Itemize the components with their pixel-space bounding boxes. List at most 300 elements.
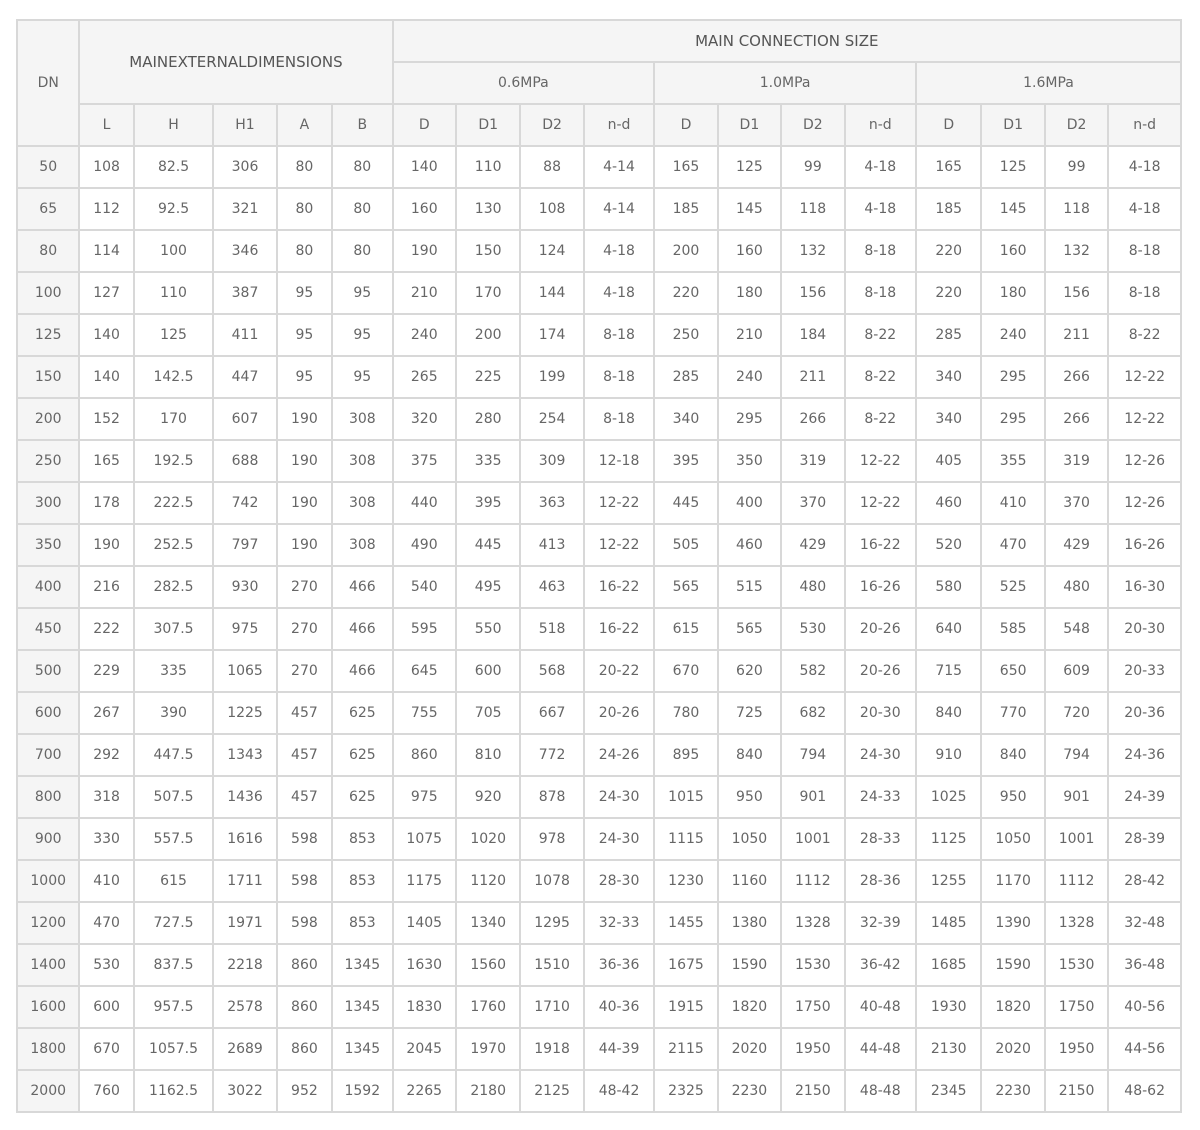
table-cell: 24-26: [584, 734, 654, 776]
table-cell: 1025: [916, 776, 981, 818]
table-cell: 306: [213, 146, 276, 188]
table-cell: 32-39: [845, 902, 916, 944]
table-cell: 440: [393, 482, 456, 524]
table-cell: 88: [520, 146, 583, 188]
table-cell: 95: [277, 314, 332, 356]
dn-cell: 125: [17, 314, 79, 356]
table-cell: 901: [781, 776, 844, 818]
table-cell: 1592: [332, 1070, 392, 1112]
dimensions-table-container: [16, 19, 1182, 1113]
table-cell: 565: [718, 608, 781, 650]
table-cell: 28-33: [845, 818, 916, 860]
table-cell: 742: [213, 482, 276, 524]
column-header-a: A: [277, 104, 332, 146]
table-cell: 370: [1045, 482, 1108, 524]
table-cell: 145: [718, 188, 781, 230]
table-row: [17, 398, 1181, 440]
table-cell: 125: [981, 146, 1044, 188]
table-cell: 118: [781, 188, 844, 230]
table-cell: 118: [1045, 188, 1108, 230]
table-cell: 355: [981, 440, 1044, 482]
table-cell: 99: [1045, 146, 1108, 188]
table-row: [17, 1070, 1181, 1112]
table-cell: 598: [277, 818, 332, 860]
table-cell: 80: [277, 146, 332, 188]
table-cell: 447: [213, 356, 276, 398]
table-cell: 1065: [213, 650, 276, 692]
table-cell: 1675: [654, 944, 717, 986]
table-cell: 670: [79, 1028, 133, 1070]
table-cell: 340: [654, 398, 717, 440]
table-cell: 12-22: [845, 482, 916, 524]
table-cell: 292: [79, 734, 133, 776]
table-cell: 110: [134, 272, 214, 314]
dn-cell: 80: [17, 230, 79, 272]
table-cell: 8-18: [584, 314, 654, 356]
table-cell: 20-30: [845, 692, 916, 734]
column-header-p10-d: D: [654, 104, 717, 146]
table-cell: 770: [981, 692, 1044, 734]
table-row: [17, 272, 1181, 314]
table-cell: 12-22: [584, 524, 654, 566]
table-cell: 44-56: [1108, 1028, 1181, 1070]
table-cell: 568: [520, 650, 583, 692]
header-row-1: [17, 20, 1181, 62]
table-row: [17, 230, 1181, 272]
table-cell: 530: [79, 944, 133, 986]
table-cell: 24-36: [1108, 734, 1181, 776]
table-cell: 285: [916, 314, 981, 356]
table-cell: 36-48: [1108, 944, 1181, 986]
table-cell: 152: [79, 398, 133, 440]
table-cell: 346: [213, 230, 276, 272]
table-cell: 688: [213, 440, 276, 482]
table-cell: 8-22: [1108, 314, 1181, 356]
table-cell: 8-18: [584, 398, 654, 440]
table-cell: 92.5: [134, 188, 214, 230]
table-cell: 1830: [393, 986, 456, 1028]
table-cell: 1345: [332, 986, 392, 1028]
table-cell: 727.5: [134, 902, 214, 944]
table-cell: 952: [277, 1070, 332, 1112]
main-connection-size-header: MAIN CONNECTION SIZE: [393, 20, 1181, 62]
table-row: [17, 944, 1181, 986]
table-cell: 190: [277, 398, 332, 440]
table-cell: 95: [332, 314, 392, 356]
table-cell: 24-33: [845, 776, 916, 818]
table-cell: 518: [520, 608, 583, 650]
table-cell: 185: [916, 188, 981, 230]
table-cell: 270: [277, 608, 332, 650]
table-cell: 1078: [520, 860, 583, 902]
table-cell: 20-33: [1108, 650, 1181, 692]
table-cell: 114: [79, 230, 133, 272]
table-cell: 1616: [213, 818, 276, 860]
table-cell: 340: [916, 398, 981, 440]
table-cell: 40-36: [584, 986, 654, 1028]
table-cell: 480: [1045, 566, 1108, 608]
table-cell: 794: [781, 734, 844, 776]
table-cell: 507.5: [134, 776, 214, 818]
table-cell: 12-22: [1108, 398, 1181, 440]
column-header-p10-n-d: n-d: [845, 104, 916, 146]
table-cell: 457: [277, 692, 332, 734]
table-cell: 12-26: [1108, 440, 1181, 482]
table-cell: 1971: [213, 902, 276, 944]
table-cell: 910: [916, 734, 981, 776]
table-cell: 550: [456, 608, 520, 650]
table-cell: 1340: [456, 902, 520, 944]
table-cell: 445: [456, 524, 520, 566]
table-cell: 1710: [520, 986, 583, 1028]
table-cell: 1918: [520, 1028, 583, 1070]
table-cell: 853: [332, 860, 392, 902]
table-row: [17, 314, 1181, 356]
table-cell: 20-26: [845, 608, 916, 650]
table-cell: 190: [277, 524, 332, 566]
table-cell: 309: [520, 440, 583, 482]
table-cell: 447.5: [134, 734, 214, 776]
table-cell: 95: [332, 272, 392, 314]
table-cell: 1711: [213, 860, 276, 902]
table-cell: 130: [456, 188, 520, 230]
table-cell: 240: [393, 314, 456, 356]
header-row-3: [17, 104, 1181, 146]
table-cell: 1590: [718, 944, 781, 986]
table-cell: 308: [332, 482, 392, 524]
table-cell: 184: [781, 314, 844, 356]
table-header: [17, 20, 1181, 146]
table-cell: 4-18: [584, 272, 654, 314]
table-cell: 222: [79, 608, 133, 650]
table-cell: 557.5: [134, 818, 214, 860]
table-cell: 3022: [213, 1070, 276, 1112]
table-cell: 125: [718, 146, 781, 188]
column-header-p06-n-d: n-d: [584, 104, 654, 146]
table-cell: 1380: [718, 902, 781, 944]
column-header-l: L: [79, 104, 133, 146]
table-row: [17, 482, 1181, 524]
table-cell: 1175: [393, 860, 456, 902]
table-cell: 2130: [916, 1028, 981, 1070]
table-cell: 156: [781, 272, 844, 314]
table-cell: 190: [393, 230, 456, 272]
table-cell: 607: [213, 398, 276, 440]
table-cell: 463: [520, 566, 583, 608]
table-cell: 1050: [718, 818, 781, 860]
table-cell: 725: [718, 692, 781, 734]
table-cell: 308: [332, 524, 392, 566]
table-cell: 515: [718, 566, 781, 608]
table-row: [17, 650, 1181, 692]
table-cell: 1950: [781, 1028, 844, 1070]
table-cell: 307.5: [134, 608, 214, 650]
table-cell: 20-22: [584, 650, 654, 692]
table-cell: 2180: [456, 1070, 520, 1112]
table-cell: 600: [79, 986, 133, 1028]
table-cell: 180: [981, 272, 1044, 314]
table-cell: 4-18: [1108, 146, 1181, 188]
table-cell: 165: [916, 146, 981, 188]
table-cell: 1125: [916, 818, 981, 860]
table-cell: 1230: [654, 860, 717, 902]
table-cell: 266: [1045, 356, 1108, 398]
table-cell: 95: [332, 356, 392, 398]
table-cell: 80: [277, 230, 332, 272]
table-cell: 4-14: [584, 188, 654, 230]
table-cell: 24-39: [1108, 776, 1181, 818]
table-cell: 582: [781, 650, 844, 692]
table-cell: 2218: [213, 944, 276, 986]
table-cell: 460: [718, 524, 781, 566]
table-cell: 24-30: [845, 734, 916, 776]
table-cell: 620: [718, 650, 781, 692]
table-cell: 530: [781, 608, 844, 650]
table-cell: 140: [79, 356, 133, 398]
table-cell: 625: [332, 776, 392, 818]
table-cell: 266: [781, 398, 844, 440]
table-cell: 1750: [1045, 986, 1108, 1028]
table-cell: 108: [520, 188, 583, 230]
table-cell: 240: [718, 356, 781, 398]
table-cell: 1820: [718, 986, 781, 1028]
table-row: [17, 188, 1181, 230]
table-cell: 36-36: [584, 944, 654, 986]
table-cell: 2125: [520, 1070, 583, 1112]
column-header-h: H: [134, 104, 214, 146]
dn-cell: 300: [17, 482, 79, 524]
table-cell: 16-22: [845, 524, 916, 566]
table-cell: 165: [79, 440, 133, 482]
table-cell: 82.5: [134, 146, 214, 188]
table-cell: 705: [456, 692, 520, 734]
column-header-p16-d1: D1: [981, 104, 1044, 146]
dn-header: DN: [17, 20, 79, 146]
table-cell: 1112: [781, 860, 844, 902]
table-cell: 140: [393, 146, 456, 188]
table-cell: 375: [393, 440, 456, 482]
table-cell: 20-30: [1108, 608, 1181, 650]
table-cell: 200: [456, 314, 520, 356]
table-cell: 32-48: [1108, 902, 1181, 944]
table-cell: 445: [654, 482, 717, 524]
table-cell: 4-18: [845, 146, 916, 188]
table-cell: 211: [781, 356, 844, 398]
table-cell: 878: [520, 776, 583, 818]
table-cell: 2230: [718, 1070, 781, 1112]
table-cell: 1950: [1045, 1028, 1108, 1070]
dn-cell: 2000: [17, 1070, 79, 1112]
dn-cell: 500: [17, 650, 79, 692]
table-cell: 667: [520, 692, 583, 734]
table-cell: 127: [79, 272, 133, 314]
table-cell: 170: [456, 272, 520, 314]
table-cell: 132: [781, 230, 844, 272]
table-cell: 600: [456, 650, 520, 692]
table-cell: 1820: [981, 986, 1044, 1028]
table-cell: 225: [456, 356, 520, 398]
table-cell: 340: [916, 356, 981, 398]
table-row: [17, 860, 1181, 902]
table-cell: 190: [277, 482, 332, 524]
table-cell: 1343: [213, 734, 276, 776]
table-cell: 285: [654, 356, 717, 398]
table-cell: 2020: [981, 1028, 1044, 1070]
table-cell: 8-18: [584, 356, 654, 398]
table-cell: 265: [393, 356, 456, 398]
table-cell: 1345: [332, 944, 392, 986]
table-cell: 1760: [456, 986, 520, 1028]
table-cell: 12-18: [584, 440, 654, 482]
table-cell: 12-22: [584, 482, 654, 524]
table-cell: 8-18: [1108, 230, 1181, 272]
table-cell: 32-33: [584, 902, 654, 944]
table-cell: 780: [654, 692, 717, 734]
table-row: [17, 986, 1181, 1028]
table-cell: 466: [332, 650, 392, 692]
table-cell: 410: [981, 482, 1044, 524]
table-cell: 2020: [718, 1028, 781, 1070]
table-cell: 950: [718, 776, 781, 818]
table-cell: 837.5: [134, 944, 214, 986]
table-cell: 20-26: [584, 692, 654, 734]
column-header-p16-n-d: n-d: [1108, 104, 1181, 146]
table-cell: 132: [1045, 230, 1108, 272]
table-cell: 1015: [654, 776, 717, 818]
table-cell: 40-48: [845, 986, 916, 1028]
table-cell: 252.5: [134, 524, 214, 566]
table-cell: 1120: [456, 860, 520, 902]
table-cell: 150: [456, 230, 520, 272]
table-cell: 1530: [1045, 944, 1108, 986]
table-cell: 190: [79, 524, 133, 566]
table-cell: 144: [520, 272, 583, 314]
table-row: [17, 734, 1181, 776]
dn-cell: 1600: [17, 986, 79, 1028]
table-row: [17, 146, 1181, 188]
table-cell: 270: [277, 566, 332, 608]
table-cell: 12-22: [1108, 356, 1181, 398]
column-header-p06-d2: D2: [520, 104, 583, 146]
dn-cell: 1200: [17, 902, 79, 944]
table-cell: 95: [277, 356, 332, 398]
dn-cell: 450: [17, 608, 79, 650]
table-cell: 178: [79, 482, 133, 524]
table-cell: 760: [79, 1070, 133, 1112]
table-cell: 1075: [393, 818, 456, 860]
table-cell: 470: [981, 524, 1044, 566]
table-cell: 390: [134, 692, 214, 734]
table-cell: 625: [332, 692, 392, 734]
table-cell: 319: [781, 440, 844, 482]
table-cell: 548: [1045, 608, 1108, 650]
table-cell: 192.5: [134, 440, 214, 482]
table-cell: 645: [393, 650, 456, 692]
table-row: [17, 440, 1181, 482]
table-cell: 772: [520, 734, 583, 776]
table-cell: 8-22: [845, 356, 916, 398]
table-cell: 2230: [981, 1070, 1044, 1112]
table-cell: 585: [981, 608, 1044, 650]
table-cell: 615: [134, 860, 214, 902]
table-cell: 1001: [781, 818, 844, 860]
table-cell: 16-22: [584, 608, 654, 650]
table-cell: 8-18: [845, 230, 916, 272]
table-cell: 1020: [456, 818, 520, 860]
table-cell: 470: [79, 902, 133, 944]
table-cell: 20-26: [845, 650, 916, 692]
dn-cell: 1800: [17, 1028, 79, 1070]
table-cell: 480: [781, 566, 844, 608]
table-row: [17, 608, 1181, 650]
column-header-p16-d: D: [916, 104, 981, 146]
dn-cell: 150: [17, 356, 79, 398]
table-cell: 142.5: [134, 356, 214, 398]
table-cell: 211: [1045, 314, 1108, 356]
table-cell: 1328: [1045, 902, 1108, 944]
dn-cell: 65: [17, 188, 79, 230]
table-cell: 160: [393, 188, 456, 230]
table-cell: 1170: [981, 860, 1044, 902]
table-cell: 580: [916, 566, 981, 608]
table-cell: 460: [916, 482, 981, 524]
table-cell: 840: [981, 734, 1044, 776]
table-cell: 395: [456, 482, 520, 524]
table-cell: 99: [781, 146, 844, 188]
table-cell: 609: [1045, 650, 1108, 692]
table-cell: 145: [981, 188, 1044, 230]
dn-cell: 1400: [17, 944, 79, 986]
table-cell: 598: [277, 902, 332, 944]
table-cell: 957.5: [134, 986, 214, 1028]
table-cell: 270: [277, 650, 332, 692]
table-cell: 1970: [456, 1028, 520, 1070]
table-cell: 254: [520, 398, 583, 440]
table-cell: 1630: [393, 944, 456, 986]
table-cell: 975: [213, 608, 276, 650]
table-cell: 318: [79, 776, 133, 818]
column-header-p16-d2: D2: [1045, 104, 1108, 146]
table-cell: 229: [79, 650, 133, 692]
table-cell: 4-18: [845, 188, 916, 230]
table-row: [17, 902, 1181, 944]
table-cell: 295: [981, 398, 1044, 440]
table-cell: 411: [213, 314, 276, 356]
table-cell: 12-26: [1108, 482, 1181, 524]
table-cell: 625: [332, 734, 392, 776]
table-cell: 840: [718, 734, 781, 776]
table-row: [17, 524, 1181, 566]
table-cell: 210: [718, 314, 781, 356]
table-cell: 565: [654, 566, 717, 608]
table-cell: 1295: [520, 902, 583, 944]
table-cell: 650: [981, 650, 1044, 692]
table-cell: 387: [213, 272, 276, 314]
dn-cell: 900: [17, 818, 79, 860]
table-cell: 8-22: [845, 398, 916, 440]
dn-cell: 250: [17, 440, 79, 482]
table-cell: 140: [79, 314, 133, 356]
table-cell: 2325: [654, 1070, 717, 1112]
table-cell: 1255: [916, 860, 981, 902]
table-cell: 100: [134, 230, 214, 272]
table-cell: 4-18: [1108, 188, 1181, 230]
pressure-header-1-6: 1.6MPa: [916, 62, 1181, 104]
table-cell: 250: [654, 314, 717, 356]
table-cell: 308: [332, 440, 392, 482]
table-cell: 350: [718, 440, 781, 482]
table-cell: 810: [456, 734, 520, 776]
